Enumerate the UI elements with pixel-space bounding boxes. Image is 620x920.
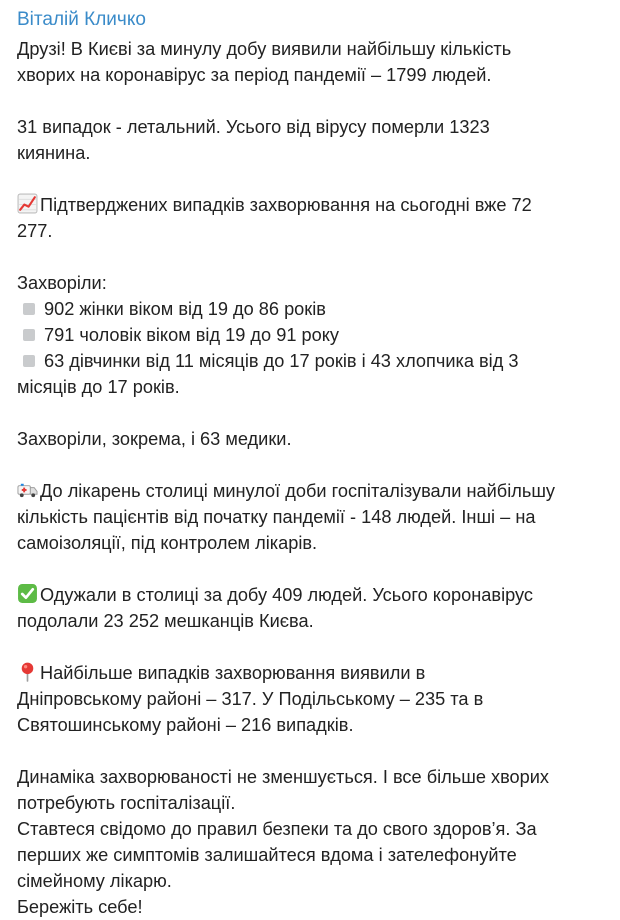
text-line: хворих на коронавірус за період пандемії – 1799 людей. <box>17 65 492 85</box>
ambulance-icon <box>17 479 38 500</box>
list-item: 791 чоловік віком від 19 до 91 року <box>17 322 612 348</box>
text-line: самоізоляції, під контролем лікарів. <box>17 533 318 553</box>
text-line: Динаміка захворюваності не зменшується. І все більше хворих <box>17 767 550 787</box>
text-line: 31 випадок - летальний. Усього від вірусу померли 1323 <box>17 117 490 137</box>
message-text <box>17 36 612 920</box>
paragraph-closing <box>17 764 612 920</box>
text-line: Одужали в столиці за добу 409 людей. Усього коронавірус <box>40 585 534 605</box>
text-line: До лікарень столиці минулої доби госпіталізували найбільшу <box>40 481 556 501</box>
round-pushpin-icon <box>17 661 38 682</box>
text-line: Захворіли: <box>17 273 107 293</box>
text-line: перших же симптомів залишайтеся вдома і зателефонуйте <box>17 845 517 865</box>
check-mark-button-icon <box>17 583 38 604</box>
text-line: Найбільше випадків захворювання виявили в <box>40 663 426 683</box>
paragraph-cases-breakdown <box>17 270 612 400</box>
text-line: Захворіли, зокрема, і 63 медики. <box>17 429 292 449</box>
text-line: кількість пацієнтів від початку пандемії - 148 людей. Інші – на <box>17 507 536 527</box>
grey-square-bullet-icon <box>23 329 35 341</box>
grey-square-bullet-icon <box>23 303 35 315</box>
chart-increasing-icon <box>17 193 38 214</box>
list-item: 63 дівчинки від 11 місяців до 17 років і 43 хлопчика від 3 <box>17 348 612 374</box>
text-line: Ставтеся свідомо до правил безпеки та до свого здоров’я. За <box>17 819 537 839</box>
list-item: 902 жінки віком від 19 до 86 років <box>17 296 612 322</box>
text-line: потребують госпіталізації. <box>17 793 236 813</box>
text-line: місяців до 17 років. <box>17 377 180 397</box>
text-line: Дніпровському районі – 317. У Подільському – 235 та в <box>17 689 484 709</box>
text-line: Друзі! В Києві за минулу добу виявили найбільшу кількість <box>17 39 512 59</box>
text-line: 277. <box>17 221 53 241</box>
paragraph-deaths <box>17 114 612 166</box>
paragraph-confirmed <box>17 192 612 244</box>
text-line: сімейному лікарю. <box>17 871 172 891</box>
paragraph-districts <box>17 660 612 738</box>
text-line: Підтверджених випадків захворювання на сьогодні вже 72 <box>40 195 532 215</box>
paragraph-hospitalized <box>17 478 612 556</box>
text-line: Святошинському районі – 216 випадків. <box>17 715 354 735</box>
text-line: киянина. <box>17 143 91 163</box>
text-line: подолали 23 252 мешканців Києва. <box>17 611 314 631</box>
sender-name[interactable]: Віталій Кличко <box>17 9 146 30</box>
paragraph-medics <box>17 426 612 452</box>
grey-square-bullet-icon <box>23 355 35 367</box>
text-line: Бережіть себе! <box>17 897 143 917</box>
paragraph-intro <box>17 36 612 88</box>
paragraph-recovered <box>17 582 612 634</box>
